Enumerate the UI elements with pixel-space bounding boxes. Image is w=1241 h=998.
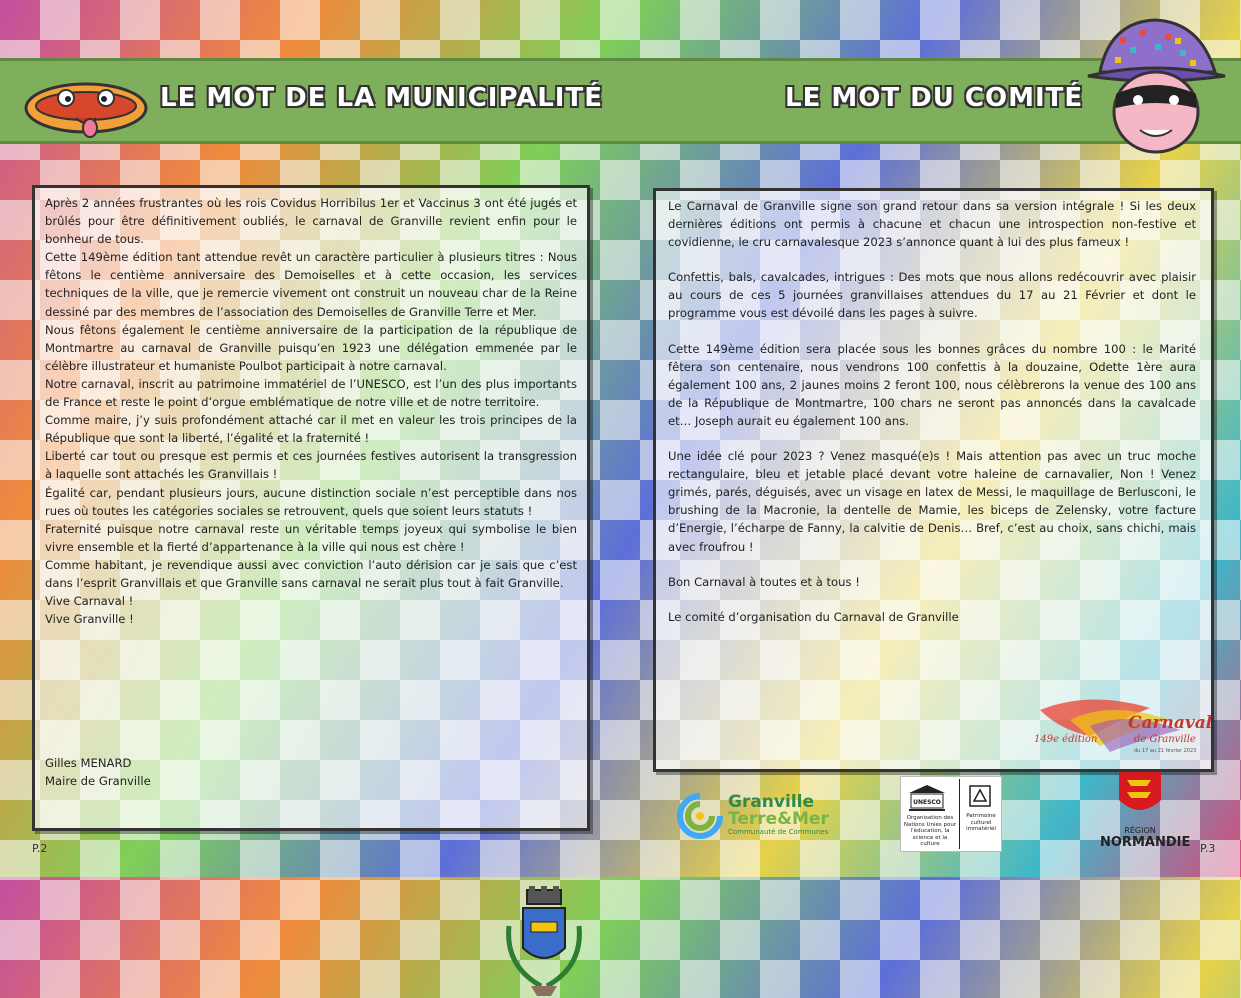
signature-block <box>45 754 151 790</box>
paragraph: Le comité d’organisation du Carnaval de Granville <box>668 609 959 624</box>
paragraph: Confettis, bals, cavalcades, intrigues : Des mots que nous allons redécouvrir avec plaisir au cours de ces 5 journées granvillaises attendues du 17 au 21 Février et dont le programme vous est dévoilé dans les pages à suivre. <box>668 270 1196 321</box>
paragraph: Une idée clé pour 2023 ? Venez masqué(e)s ! Mais attention pas avec un truc moche rectangulaire, bleu et jetable placé devant votre haleine de carnavalier, Non ! Venez grimés, parés, déguisés, avec un visage en latex de Messi, le maquillage de Berlusconi, le brushing de la Macronie, la dentelle de Mamie, les biceps de Zelensky, votre facture d’Energie, l’écharpe de Fanny, la calvitie de Denis… Bref, c’est au choix, sans chichi, mais avec froufrou ! <box>668 449 1196 554</box>
paragraph: Comme maire, j’y suis profondément attaché car il met en valeur les trois principes de la République que sont la liberté, l’égalité et la fraternité ! <box>45 413 577 446</box>
region-label: RÉGION <box>1124 826 1156 835</box>
right-page-title: LE MOT DU COMITÉ <box>785 83 1084 113</box>
header-banner <box>0 58 1241 144</box>
carnaval-logo-dates: du 17 au 21 février 2023 <box>1134 748 1197 754</box>
left-page-title: LE MOT DE LA MUNICIPALITÉ <box>160 83 603 113</box>
paragraph: Cette 149ème édition sera placée sous les bonnes grâces du nombre 100 : le Marité fêtera son centenaire, nous vendrons 100 confettis à la douzaine, Odette 1ère aura également 100 ans, 2 jaunes moins 2 feront 100, nous célèbrerons la venue des 100 ans de la République de Montmartre, 100 chars ne seront pas annoncés dans la cavalcade et… Joseph aurait eu également 100 ans. <box>668 341 1196 428</box>
paragraph: Bon Carnaval à toutes et à tous ! <box>668 574 860 589</box>
carnaval-logo-name: Carnaval <box>1128 713 1212 733</box>
gtm-name-line1: Granville <box>728 792 815 812</box>
page-number-right: P.3 <box>1200 842 1216 855</box>
paragraph: Notre carnaval, inscrit au patrimoine immatériel de l’UNESCO, est l’un des plus importants de France et reste le point d’orgue emblématique de notre ville et de notre territoire. <box>45 376 577 410</box>
gtm-name-line2: Terre&Mer <box>728 809 829 829</box>
hotdog-mascot-icon <box>22 68 150 140</box>
carnaval-granville-logo <box>1030 690 1212 758</box>
municipality-letter-text <box>45 194 577 628</box>
municipality-letter-panel <box>32 185 590 831</box>
paragraph: Liberté car tout ou presque est permis et ces journées festives autorisent la transgression à laquelle sont attachés les Granvillais ! <box>45 449 577 482</box>
carnaval-logo-place: de Granville <box>1134 734 1196 745</box>
carnaval-edition-label: 149e édition <box>1034 734 1098 745</box>
paragraph: Nous fêtons également le centième anniversaire de la participation de la république de Montmartre au carnaval de Granville puisqu’en 1923 une délégation emmenée par le célèbre illustrateur et humaniste Poulbot participait à notre carnaval. <box>45 322 577 373</box>
page-number-left: P.2 <box>32 842 48 855</box>
normandie-lions-icon <box>1117 770 1163 820</box>
paragraph: Cette 149ème édition tant attendue revêt un caractère particulier à plusieurs titres : Nous fêtons le centième anniversaire des Demoiselles et à cette occasion, les services techniques de la ville, que je remercie vivement ont construit un nouveau char de la Reine dessiné par des membres de l’association des Demoiselles de Granville Terre et Mer. <box>45 250 577 319</box>
region-normandie-logo <box>1100 770 1191 870</box>
paragraph: Comme habitant, je revendique aussi avec conviction l’auto dérision car je sais que c’est dans l’esprit Granvillais et que Granville sans carnaval ne serait plus tout à fait Granville. <box>45 557 577 590</box>
region-name: NORMANDIE <box>1100 835 1191 850</box>
committee-letter-text <box>668 197 1196 626</box>
granville-coat-of-arms-icon <box>501 886 587 998</box>
unesco-logo <box>900 776 1002 852</box>
unesco-temple-icon <box>907 783 947 813</box>
unesco-label: UNESCO <box>913 799 941 806</box>
intangible-heritage-icon <box>969 785 991 807</box>
paragraph: Vive Granville ! <box>45 612 134 627</box>
unesco-caption: Organisation des Nations Unies pour l’éducation, la science et la culture <box>903 815 957 847</box>
paragraph: Fraternité puisque notre carnaval reste un véritable temps joyeux qui symbolise le bien vivre ensemble et la fierté d’appartenance à la ville qui nous est chère ! <box>45 521 577 554</box>
gtm-swirl-icon <box>676 792 724 840</box>
signature-role: Maire de Granville <box>45 774 151 788</box>
paragraph: Vive Carnaval ! <box>45 594 134 609</box>
paragraph: Le Carnaval de Granville signe son grand retour dans sa version intégrale ! Si les deux dernières éditions ont permis à chacune et chacun une introspection non-festive et covidienne, le cru carnavalesque 2023 s’annonce quant à lui des plus fameux ! <box>668 199 1196 250</box>
paragraph: Après 2 années frustrantes où les rois Covidus Horribilus 1er et Vaccinus 3 ont été jugés et brûlés pour être définitivement oubliés, le carnaval de Granville revient enfin pour le bonheur de tous. <box>45 196 577 247</box>
signature-name: Gilles MENARD <box>45 756 132 770</box>
masked-carnival-character-icon <box>1080 12 1230 162</box>
gtm-subtitle: Communauté de Communes <box>728 828 829 836</box>
committee-letter-panel <box>653 188 1214 772</box>
paragraph: Égalité car, pendant plusieurs jours, aucune distinction sociale n’est perceptible dans nos rues où toutes les catégories sociales se retrouvent, quels que soient leurs statuts ! <box>45 485 577 518</box>
patrimoine-caption: Patrimoine culturel immatériel <box>966 813 996 832</box>
